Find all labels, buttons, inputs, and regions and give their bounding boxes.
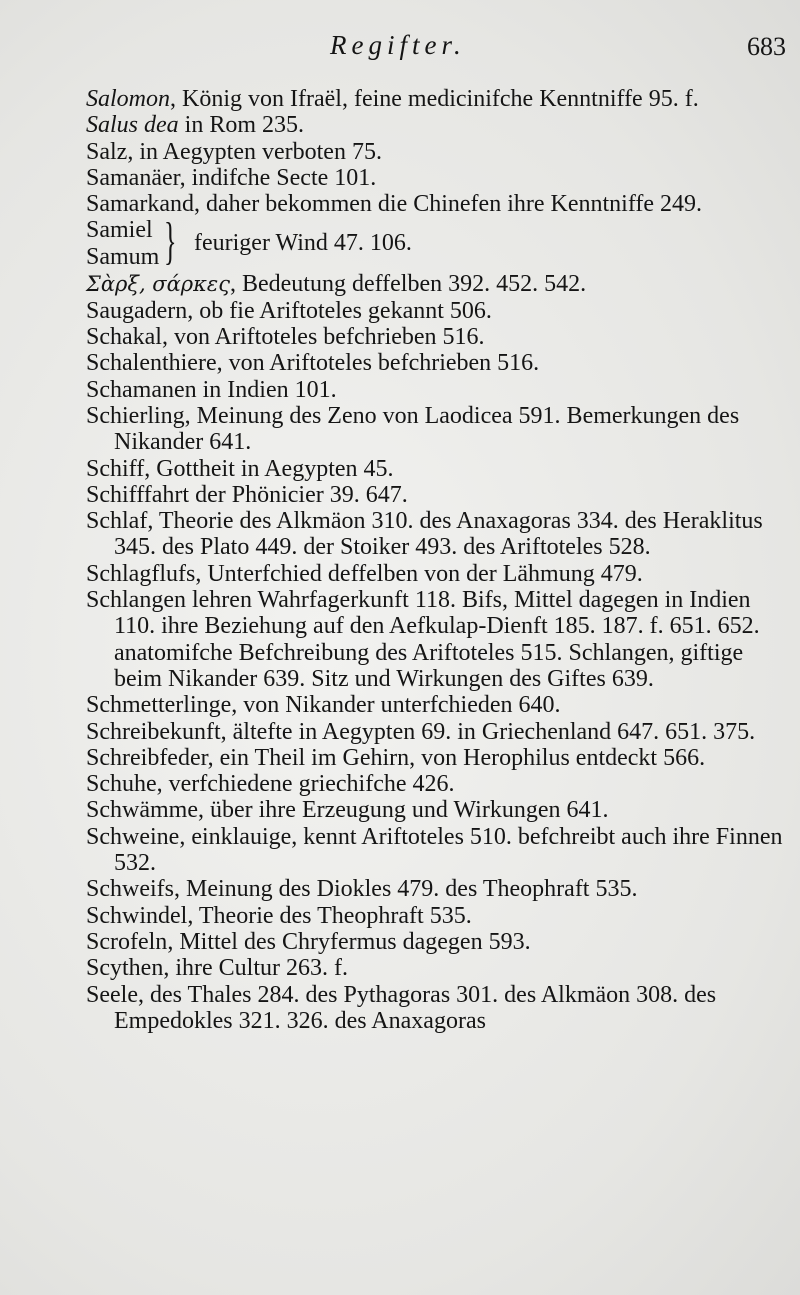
bracket-second-term: Samum (86, 244, 160, 271)
entry-text: lehren Wahrfagerkunft 118. Bifs, Mittel dagegen in Indien 110. ihre Beziehung auf den Aefkulap-Dienft 185. 187. f. 651. 652. anatomifche Befchreibung des Ariftoteles 515. Schlangen, giftige beim Nikander 639. Sitz und Wirkungen des Giftes 639. (114, 587, 766, 692)
entry-headword: Schierling (86, 402, 185, 429)
entry-text: , ihre Cultur 263. f. (163, 955, 348, 982)
entry-text: , Unterfchied deffelben von der Lähmung 479. (195, 560, 643, 587)
index-entry (86, 719, 790, 745)
entry-text: , Theorie des Theophraft 535. (187, 902, 472, 929)
entry-headword: Samarkand (86, 191, 194, 218)
entry-text: , Theorie des Alkmäon 310. des Anaxagoras 334. des Heraklitus 345. des Plato 449. der Stoiker 493. des Ariftoteles 528. (114, 508, 769, 561)
index-entry (86, 112, 790, 138)
entry-text: , einklauige, kennt Ariftoteles 510. befchreibt auch ihre Finnen 532. (114, 823, 789, 877)
entry-headword: Schlangen (86, 587, 186, 614)
index-entry (86, 482, 790, 508)
index-entry (86, 955, 790, 981)
entry-text: , Bedeutung deffelben 392. 452. 542. (229, 271, 587, 298)
index-entry (86, 824, 790, 877)
entry-headword: Schreibfeder (86, 744, 208, 771)
index-entry (86, 692, 790, 718)
index-entry (86, 139, 790, 165)
entry-headword: Saugadern (86, 297, 188, 324)
index-entry (86, 86, 790, 112)
entry-text: , Gottheit in Aegypten 45. (144, 455, 394, 482)
index-entry (86, 771, 790, 797)
bracket-description: feuriger Wind 47. 106. (194, 230, 412, 257)
index-entry (86, 377, 790, 403)
page-title: Regifter. (330, 30, 466, 60)
index-entry (86, 561, 790, 587)
index-entry (86, 456, 790, 482)
entry-text: , ob fie Ariftoteles gekannt 506. (187, 297, 492, 324)
entry-headword: Schmetterlinge (86, 692, 232, 719)
entry-text: , von Nikander unterfchieden 640. (231, 692, 561, 719)
entry-text: , ältefte in Aegypten 69. in Griechenland 647. 651. 375. (220, 718, 756, 745)
entry-headword: Scythen (86, 955, 164, 982)
entry-headword: Schwindel (86, 902, 188, 929)
entry-headword: Salus dea (86, 112, 179, 139)
index-entry (86, 298, 790, 324)
entry-headword: Schakal (86, 324, 162, 351)
entry-text: , indifche Secte 101. (179, 164, 377, 191)
index-entry (86, 982, 790, 1035)
entry-text: , verfchiedene griechifche 426. (156, 771, 455, 798)
entry-headword: Schreibekunft (86, 718, 221, 745)
entry-headword: Salz (86, 138, 128, 165)
entry-text: , Meinung des Zeno von Laodicea 591. Bemerkungen des Nikander 641. (114, 402, 746, 456)
entry-headword: Schifffahrt (86, 481, 190, 508)
entry-headword: Scrofeln (86, 928, 168, 955)
entry-text: , von Ariftoteles befchrieben 516. (161, 324, 485, 351)
index-entry (86, 403, 790, 456)
index-entry (86, 350, 790, 376)
entry-headword: Schweifs (86, 876, 174, 903)
entry-text: , von Ariftoteles befchrieben 516. (216, 350, 540, 377)
brace-glyph: } (164, 213, 177, 271)
index-entry (86, 271, 790, 297)
index-entry (86, 745, 790, 771)
entry-headword: Schweine (86, 823, 180, 850)
entry-text: in Indien 101. (196, 376, 337, 403)
entry-text: , in Aegypten verboten 75. (127, 138, 382, 165)
index-entry (86, 165, 790, 191)
index-entry (86, 797, 790, 823)
index-entry (86, 903, 790, 929)
entry-text: in Rom 235. (178, 112, 305, 139)
index-entry (86, 929, 790, 955)
entry-headword: Seele (86, 981, 138, 1008)
entry-text: , ein Theil im Gehirn, von Herophilus entdeckt 566. (207, 744, 706, 771)
bracket-entry (86, 213, 790, 271)
entry-text: , Mittel des Chryfermus dagegen 593. (167, 928, 531, 955)
index-entry (86, 876, 790, 902)
entry-headword: Σὰρξ, σάρκες (86, 272, 230, 297)
entry-headword: Schalenthiere (86, 350, 217, 377)
running-header (0, 28, 800, 68)
page-number: 683 (747, 32, 786, 61)
entry-headword: Schuhe (86, 771, 157, 798)
entry-text: , über ihre Erzeugung und Wirkungen 641. (197, 797, 609, 824)
index-entry (86, 508, 790, 561)
index-entry (86, 191, 790, 217)
index-entries (86, 86, 790, 1034)
entry-headword: Schlagflufs (86, 560, 196, 587)
entry-text: der Phönicier 39. 647. (189, 481, 408, 508)
index-entry (86, 324, 790, 350)
entry-text: , daher bekommen die Chinefen ihre Kenntniffe 249. (193, 191, 703, 218)
entry-text: , Meinung des Diokles 479. des Theophraft 535. (173, 876, 638, 903)
entry-headword: Schwämme (86, 797, 198, 824)
entry-text: , des Thales 284. des Pythagoras 301. des Alkmäon 308. des Empedokles 321. 326. des Anaxagoras (114, 981, 723, 1034)
entry-headword: Schamanen (86, 376, 197, 403)
entry-headword: Schlaf (86, 508, 148, 535)
entry-headword: Schiff (86, 455, 145, 482)
entry-text: , König von Ifraël, feine medicinifche Kenntniffe 95. f. (170, 86, 699, 112)
entry-headword: Salomon (86, 86, 170, 112)
index-entry (86, 587, 790, 692)
bracket-first-term: Samiel (86, 217, 153, 244)
entry-headword: Samanäer (86, 164, 180, 191)
